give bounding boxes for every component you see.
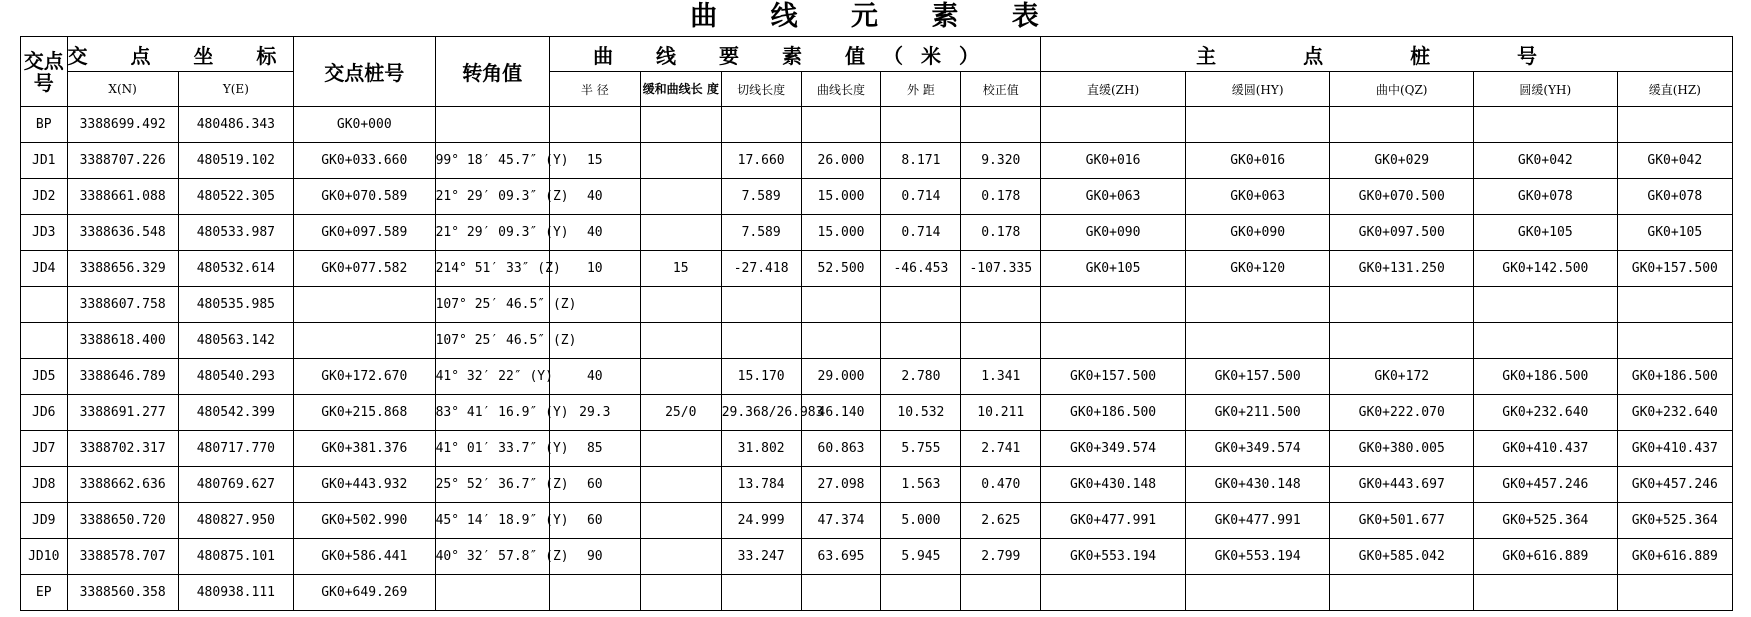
table-cell: 0.178 xyxy=(961,215,1041,251)
table-cell xyxy=(21,287,68,323)
table-cell xyxy=(1617,287,1732,323)
table-cell: 0.714 xyxy=(881,215,961,251)
table-cell: 480717.770 xyxy=(178,431,293,467)
table-cell: 3388607.758 xyxy=(67,287,178,323)
table-cell: GK0+457.246 xyxy=(1617,467,1732,503)
table-cell: 3388618.400 xyxy=(67,323,178,359)
table-cell xyxy=(1185,287,1330,323)
header-yh: 圆缓(YH) xyxy=(1474,72,1618,107)
header-main-group: 主 点 桩 号 xyxy=(1041,37,1733,72)
table-cell: GK0+525.364 xyxy=(1474,503,1618,539)
table-cell: 3388702.317 xyxy=(67,431,178,467)
table-cell xyxy=(640,323,721,359)
table-cell: 13.784 xyxy=(721,467,801,503)
table-cell: 25/0 xyxy=(640,395,721,431)
table-cell: 480542.399 xyxy=(178,395,293,431)
table-cell: 1.341 xyxy=(961,359,1041,395)
table-cell xyxy=(961,575,1041,611)
header-external: 外 距 xyxy=(881,72,961,107)
header-x: X(N) xyxy=(67,72,178,107)
table-cell: GK0+443.932 xyxy=(294,467,436,503)
header-tangent: 切线长度 xyxy=(721,72,801,107)
table-cell: JD1 xyxy=(21,143,68,179)
table-cell: 90 xyxy=(549,539,640,575)
table-row xyxy=(21,287,1733,323)
table-cell: GK0+430.148 xyxy=(1185,467,1330,503)
table-cell: 45° 14′ 18.9″ (Y) xyxy=(435,503,549,539)
table-cell xyxy=(1330,575,1474,611)
table-cell xyxy=(21,323,68,359)
table-cell xyxy=(1474,107,1618,143)
table-cell: 21° 29′ 09.3″ (Y) xyxy=(435,215,549,251)
table-cell: GK0+000 xyxy=(294,107,436,143)
table-cell: GK0+042 xyxy=(1474,143,1618,179)
table-cell: GK0+349.574 xyxy=(1041,431,1186,467)
table-cell: GK0+380.005 xyxy=(1330,431,1474,467)
table-cell xyxy=(640,575,721,611)
table-cell: JD9 xyxy=(21,503,68,539)
header-coord-group: 交 点 坐 标 xyxy=(67,37,294,72)
table-cell: 25° 52′ 36.7″ (Z) xyxy=(435,467,549,503)
table-cell: GK0+078 xyxy=(1474,179,1618,215)
table-cell: GK0+172.670 xyxy=(294,359,436,395)
table-cell: 5.000 xyxy=(881,503,961,539)
table-cell: 9.320 xyxy=(961,143,1041,179)
curve-elements-table xyxy=(20,36,1733,611)
table-cell xyxy=(1330,287,1474,323)
table-cell: 480486.343 xyxy=(178,107,293,143)
table-cell: GK0+070.500 xyxy=(1330,179,1474,215)
table-cell: GK0+016 xyxy=(1185,143,1330,179)
table-cell: 480533.987 xyxy=(178,215,293,251)
table-cell: 99° 18′ 45.7″ (Y) xyxy=(435,143,549,179)
header-transition: 缓和曲线长 度 xyxy=(640,72,721,107)
table-cell: 214° 51′ 33″ (Z) xyxy=(435,251,549,287)
table-cell: JD5 xyxy=(21,359,68,395)
table-cell: 40° 32′ 57.8″ (Z) xyxy=(435,539,549,575)
table-cell: JD2 xyxy=(21,179,68,215)
table-cell: GK0+186.500 xyxy=(1041,395,1186,431)
table-cell xyxy=(1474,323,1618,359)
header-hz: 缓直(HZ) xyxy=(1617,72,1732,107)
table-cell: 15.170 xyxy=(721,359,801,395)
table-cell xyxy=(294,287,436,323)
table-cell: 31.802 xyxy=(721,431,801,467)
table-cell: 3388646.789 xyxy=(67,359,178,395)
table-cell xyxy=(640,143,721,179)
table-cell xyxy=(801,323,881,359)
table-cell xyxy=(721,287,801,323)
table-cell: -46.453 xyxy=(881,251,961,287)
table-cell xyxy=(294,323,436,359)
table-cell: 480875.101 xyxy=(178,539,293,575)
table-cell: BP xyxy=(21,107,68,143)
table-cell xyxy=(1041,287,1186,323)
table-cell: 41° 01′ 33.7″ (Y) xyxy=(435,431,549,467)
table-cell: 480532.614 xyxy=(178,251,293,287)
header-jd-no: 交点号 xyxy=(21,37,68,107)
table-cell: GK0+553.194 xyxy=(1185,539,1330,575)
table-row xyxy=(21,503,1733,539)
table-cell xyxy=(1474,287,1618,323)
table-cell: 17.660 xyxy=(721,143,801,179)
table-cell: 60 xyxy=(549,467,640,503)
table-cell xyxy=(640,467,721,503)
table-cell xyxy=(1185,575,1330,611)
table-cell: JD7 xyxy=(21,431,68,467)
header-y: Y(E) xyxy=(178,72,293,107)
table-cell: 480535.985 xyxy=(178,287,293,323)
table-cell: GK0+186.500 xyxy=(1474,359,1618,395)
table-cell: JD6 xyxy=(21,395,68,431)
table-cell: GK0+586.441 xyxy=(294,539,436,575)
table-cell: 0.178 xyxy=(961,179,1041,215)
table-cell: 83° 41′ 16.9″ (Y) xyxy=(435,395,549,431)
table-cell: GK0+232.640 xyxy=(1474,395,1618,431)
table-cell xyxy=(1330,107,1474,143)
table-row xyxy=(21,575,1733,611)
table-cell: 24.999 xyxy=(721,503,801,539)
table-cell: GK0+016 xyxy=(1041,143,1186,179)
table-cell: 63.695 xyxy=(801,539,881,575)
header-curve-group: 曲 线 要 素 值（米） xyxy=(549,37,1040,72)
table-cell: 85 xyxy=(549,431,640,467)
header-stake: 交点桩号 xyxy=(294,37,436,107)
table-cell: GK0+157.500 xyxy=(1041,359,1186,395)
table-cell: GK0+063 xyxy=(1185,179,1330,215)
table-cell: 3388578.707 xyxy=(67,539,178,575)
table-cell: 480522.305 xyxy=(178,179,293,215)
table-cell: GK0+157.500 xyxy=(1185,359,1330,395)
table-cell xyxy=(721,323,801,359)
table-row xyxy=(21,431,1733,467)
table-cell: 3388656.329 xyxy=(67,251,178,287)
table-cell xyxy=(549,575,640,611)
table-cell: GK0+042 xyxy=(1617,143,1732,179)
table-cell: GK0+131.250 xyxy=(1330,251,1474,287)
table-cell xyxy=(1617,107,1732,143)
table-cell: 10.211 xyxy=(961,395,1041,431)
table-cell: GK0+105 xyxy=(1041,251,1186,287)
table-cell xyxy=(640,539,721,575)
table-row xyxy=(21,107,1733,143)
table-cell xyxy=(640,359,721,395)
table-cell: 0.470 xyxy=(961,467,1041,503)
table-row xyxy=(21,467,1733,503)
table-cell xyxy=(961,107,1041,143)
table-cell: JD8 xyxy=(21,467,68,503)
table-cell xyxy=(435,575,549,611)
header-angle: 转角值 xyxy=(435,37,549,107)
table-cell: GK0+501.677 xyxy=(1330,503,1474,539)
table-cell xyxy=(961,323,1041,359)
table-cell: GK0+105 xyxy=(1474,215,1618,251)
table-cell: 8.171 xyxy=(881,143,961,179)
table-cell: 2.741 xyxy=(961,431,1041,467)
table-cell xyxy=(801,107,881,143)
table-cell xyxy=(881,287,961,323)
table-cell: 7.589 xyxy=(721,215,801,251)
table-cell: 26.000 xyxy=(801,143,881,179)
table-cell: -27.418 xyxy=(721,251,801,287)
table-cell xyxy=(881,575,961,611)
table-cell: 3388650.720 xyxy=(67,503,178,539)
table-cell: 60 xyxy=(549,503,640,539)
header-correction: 校正值 xyxy=(961,72,1041,107)
header-row-2 xyxy=(21,72,1733,107)
table-cell: GK0+097.589 xyxy=(294,215,436,251)
table-cell: JD3 xyxy=(21,215,68,251)
table-cell: 15 xyxy=(640,251,721,287)
table-cell: 0.714 xyxy=(881,179,961,215)
table-cell xyxy=(1617,575,1732,611)
table-cell: EP xyxy=(21,575,68,611)
table-cell: 21° 29′ 09.3″ (Z) xyxy=(435,179,549,215)
table-cell: 10 xyxy=(549,251,640,287)
table-cell: 480769.627 xyxy=(178,467,293,503)
table-cell: GK0+186.500 xyxy=(1617,359,1732,395)
table-cell: GK0+222.070 xyxy=(1330,395,1474,431)
table-cell xyxy=(640,503,721,539)
table-cell: GK0+029 xyxy=(1330,143,1474,179)
table-cell: 107° 25′ 46.5″ (Z) xyxy=(435,287,549,323)
table-cell: 480540.293 xyxy=(178,359,293,395)
table-cell: GK0+410.437 xyxy=(1474,431,1618,467)
table-cell: 47.374 xyxy=(801,503,881,539)
table-cell: 15 xyxy=(549,143,640,179)
table-cell: 2.799 xyxy=(961,539,1041,575)
table-cell xyxy=(640,287,721,323)
table-cell: -107.335 xyxy=(961,251,1041,287)
table-cell: 3388661.088 xyxy=(67,179,178,215)
table-cell: 27.098 xyxy=(801,467,881,503)
table-cell: GK0+585.042 xyxy=(1330,539,1474,575)
table-cell: 29.000 xyxy=(801,359,881,395)
header-row-1 xyxy=(21,37,1733,72)
table-cell: 5.945 xyxy=(881,539,961,575)
table-cell: 2.780 xyxy=(881,359,961,395)
table-title: 曲 线 元 素 表 xyxy=(690,1,1061,32)
table-cell: GK0+097.500 xyxy=(1330,215,1474,251)
table-cell: 480519.102 xyxy=(178,143,293,179)
table-cell: GK0+172 xyxy=(1330,359,1474,395)
table-cell: 46.140 xyxy=(801,395,881,431)
table-cell: 15.000 xyxy=(801,179,881,215)
table-cell: GK0+157.500 xyxy=(1617,251,1732,287)
table-cell: 29.3 xyxy=(549,395,640,431)
table-cell: JD10 xyxy=(21,539,68,575)
table-cell: 52.500 xyxy=(801,251,881,287)
table-cell: 480938.111 xyxy=(178,575,293,611)
table-cell: GK0+063 xyxy=(1041,179,1186,215)
table-cell xyxy=(1041,575,1186,611)
header-curve-length: 曲线长度 xyxy=(801,72,881,107)
table-cell: 3388691.277 xyxy=(67,395,178,431)
table-cell: 40 xyxy=(549,215,640,251)
table-cell xyxy=(640,179,721,215)
table-cell: GK0+477.991 xyxy=(1041,503,1186,539)
table-row xyxy=(21,395,1733,431)
table-cell: 40 xyxy=(549,179,640,215)
header-hy: 缓圆(HY) xyxy=(1185,72,1330,107)
table-cell xyxy=(1474,575,1618,611)
table-row xyxy=(21,215,1733,251)
table-row xyxy=(21,323,1733,359)
table-cell: GK0+349.574 xyxy=(1185,431,1330,467)
table-cell: 2.625 xyxy=(961,503,1041,539)
table-cell: GK0+090 xyxy=(1041,215,1186,251)
table-cell: GK0+477.991 xyxy=(1185,503,1330,539)
table-cell: 41° 32′ 22″ (Y) xyxy=(435,359,549,395)
table-cell: GK0+381.376 xyxy=(294,431,436,467)
table-cell xyxy=(549,107,640,143)
table-cell: GK0+232.640 xyxy=(1617,395,1732,431)
table-cell xyxy=(721,575,801,611)
header-qz: 曲中(QZ) xyxy=(1330,72,1474,107)
table-row xyxy=(21,539,1733,575)
table-cell: 480827.950 xyxy=(178,503,293,539)
table-cell: GK0+078 xyxy=(1617,179,1732,215)
table-cell: GK0+410.437 xyxy=(1617,431,1732,467)
table-cell: 33.247 xyxy=(721,539,801,575)
table-cell: GK0+553.194 xyxy=(1041,539,1186,575)
table-cell: GK0+090 xyxy=(1185,215,1330,251)
table-row xyxy=(21,251,1733,287)
table-cell: 15.000 xyxy=(801,215,881,251)
table-cell xyxy=(881,323,961,359)
table-cell: GK0+105 xyxy=(1617,215,1732,251)
table-cell xyxy=(640,107,721,143)
table-cell xyxy=(961,287,1041,323)
header-radius: 半 径 xyxy=(549,72,640,107)
table-cell: GK0+457.246 xyxy=(1474,467,1618,503)
table-cell xyxy=(640,431,721,467)
table-cell: 60.863 xyxy=(801,431,881,467)
table-cell: 3388662.636 xyxy=(67,467,178,503)
table-cell xyxy=(640,215,721,251)
table-cell xyxy=(1617,323,1732,359)
table-cell: GK0+142.500 xyxy=(1474,251,1618,287)
table-cell: 107° 25′ 46.5″ (Z) xyxy=(435,323,549,359)
table-cell xyxy=(1185,107,1330,143)
table-cell xyxy=(1330,323,1474,359)
table-cell: 3388560.358 xyxy=(67,575,178,611)
table-cell xyxy=(801,575,881,611)
table-cell xyxy=(881,107,961,143)
table-cell: GK0+120 xyxy=(1185,251,1330,287)
header-zh: 直缓(ZH) xyxy=(1041,72,1186,107)
table-cell xyxy=(1041,107,1186,143)
table-cell: GK0+616.889 xyxy=(1617,539,1732,575)
table-cell: GK0+443.697 xyxy=(1330,467,1474,503)
table-cell: 5.755 xyxy=(881,431,961,467)
table-cell: GK0+525.364 xyxy=(1617,503,1732,539)
table-cell: GK0+211.500 xyxy=(1185,395,1330,431)
table-cell: 7.589 xyxy=(721,179,801,215)
table-cell: 10.532 xyxy=(881,395,961,431)
table-row xyxy=(21,179,1733,215)
table-cell: 40 xyxy=(549,359,640,395)
table-cell: GK0+077.582 xyxy=(294,251,436,287)
table-cell: JD4 xyxy=(21,251,68,287)
table-cell xyxy=(801,287,881,323)
table-cell: 3388699.492 xyxy=(67,107,178,143)
table-cell: GK0+215.868 xyxy=(294,395,436,431)
table-cell: 3388636.548 xyxy=(67,215,178,251)
table-cell: GK0+616.889 xyxy=(1474,539,1618,575)
table-row xyxy=(21,143,1733,179)
table-cell: 480563.142 xyxy=(178,323,293,359)
table-cell: GK0+033.660 xyxy=(294,143,436,179)
table-cell: GK0+070.589 xyxy=(294,179,436,215)
table-cell: 29.368/26.983 xyxy=(721,395,801,431)
table-row xyxy=(21,359,1733,395)
table-cell: GK0+649.269 xyxy=(294,575,436,611)
table-cell: 1.563 xyxy=(881,467,961,503)
table-cell xyxy=(721,107,801,143)
table-cell: 3388707.226 xyxy=(67,143,178,179)
table-cell: GK0+430.148 xyxy=(1041,467,1186,503)
table-cell xyxy=(435,107,549,143)
table-cell xyxy=(1185,323,1330,359)
table-cell xyxy=(1041,323,1186,359)
table-cell: GK0+502.990 xyxy=(294,503,436,539)
